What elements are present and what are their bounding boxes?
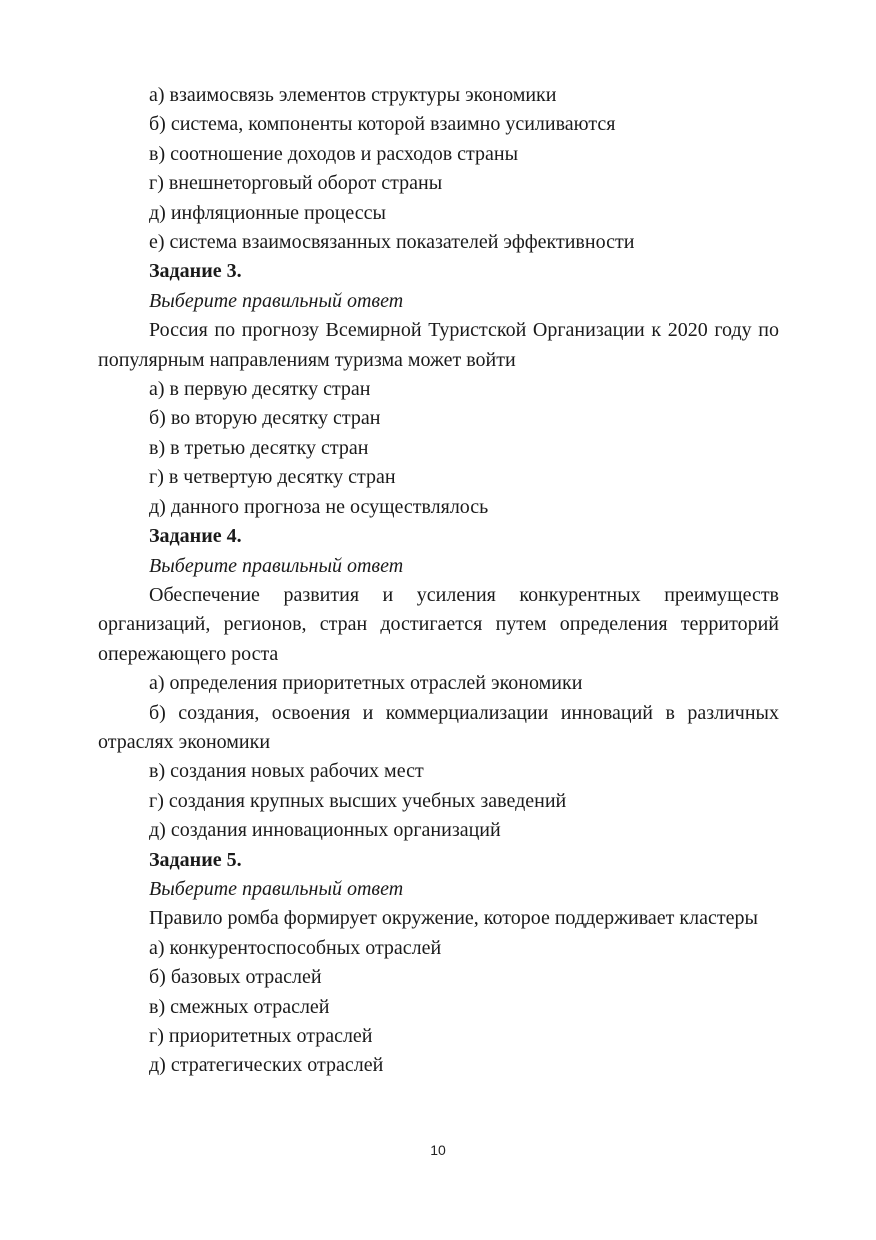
- task5-option-g: г) приоритетных отраслей: [149, 1025, 373, 1047]
- task3-option-v: в) в третью десятку стран: [149, 436, 369, 459]
- task2-option-d: д) инфляционные процессы: [149, 201, 386, 224]
- page-number: 10: [430, 1142, 446, 1158]
- task4-option-b: б) создания, освоения и коммерциализации инноваций в различных отраслях экономики: [98, 701, 779, 753]
- task2-option-e: е) система взаимосвязанных показателей эффективности: [149, 231, 635, 254]
- task4-instruction: Выберите правильный ответ: [149, 554, 404, 577]
- task5-option-d: д) стратегических отраслей: [149, 1054, 384, 1077]
- task3-instruction: Выберите правильный ответ: [149, 289, 404, 312]
- task2-option-b: б) система, компоненты которой взаимно усиливаются: [149, 113, 616, 136]
- task4-heading: Задание 4.: [149, 525, 242, 548]
- task3-option-a: а) в первую десятку стран: [149, 378, 371, 401]
- task4-question: Обеспечение развития и усиления конкурентных преимуществ организаций, регионов, стран достигается путем определения территорий опережающего роста: [98, 583, 779, 665]
- task2-options: [98, 81, 779, 257]
- document-page: [98, 81, 779, 1081]
- task2-option-a: а) взаимосвязь элементов структуры экономики: [149, 84, 557, 106]
- task2-option-v: в) соотношение доходов и расходов страны: [149, 142, 519, 165]
- task5-question: Правило ромба формирует окружение, которое поддерживает кластеры: [149, 907, 758, 930]
- task5-option-v: в) смежных отраслей: [149, 995, 330, 1018]
- task5-block: [98, 846, 779, 1081]
- task5-heading: Задание 5.: [149, 848, 242, 871]
- task4-block: [98, 522, 779, 845]
- task2-option-g: г) внешнеторговый оборот страны: [149, 172, 443, 195]
- task3-question: Россия по прогнозу Всемирной Туристской Организации к 2020 году по популярным направлениям туризма может войти: [98, 319, 779, 371]
- task5-instruction: Выберите правильный ответ: [149, 877, 404, 900]
- task3-block: [98, 257, 779, 522]
- task4-option-a: а) определения приоритетных отраслей экономики: [149, 672, 583, 695]
- task5-option-a: а) конкурентоспособных отраслей: [149, 936, 442, 959]
- task3-option-b: б) во вторую десятку стран: [149, 407, 381, 430]
- task4-option-g: г) создания крупных высших учебных заведений: [149, 789, 567, 812]
- task4-option-d: д) создания инновационных организаций: [149, 819, 501, 842]
- task3-option-d: д) данного прогноза не осуществлялось: [149, 495, 489, 518]
- task4-option-v: в) создания новых рабочих мест: [149, 760, 424, 783]
- task3-option-g: г) в четвертую десятку стран: [149, 466, 396, 489]
- task5-option-b: б) базовых отраслей: [149, 966, 322, 989]
- task3-heading: Задание 3.: [149, 260, 242, 283]
